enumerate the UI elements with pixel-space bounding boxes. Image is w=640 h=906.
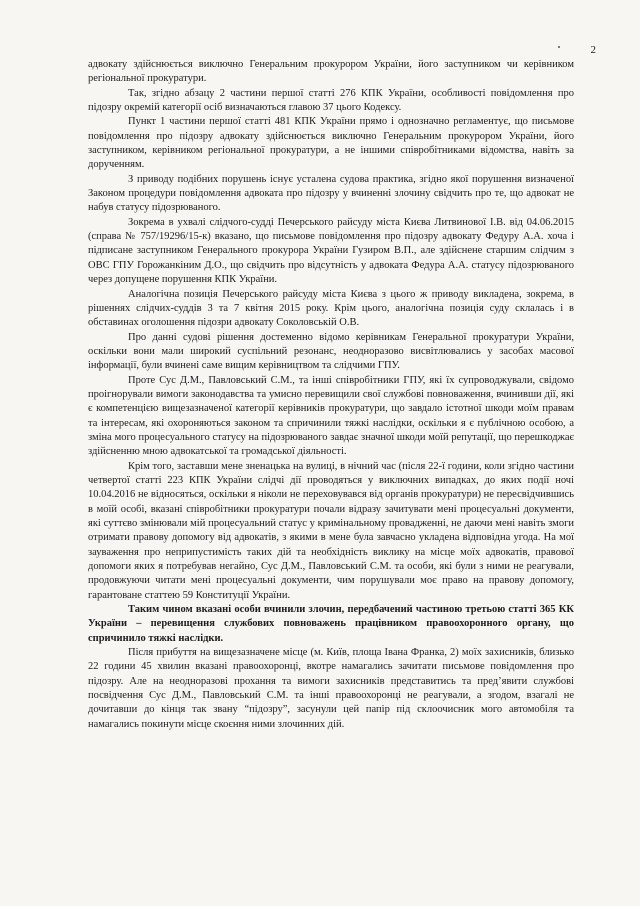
paragraph-10-conclusion: Таким чином вказані особи вчинили злочин, передбачений частиною третьою статті 365 КК України – перевищення службових повноважень працівником правоохоронного органу, що спричинило тяжкі наслідки.: [88, 604, 574, 644]
paragraph-2: Так, згідно абзацу 2 частини першої статті 276 КПК України, особливості повідомлення про підозру окремій категорії осіб визначаються главою 37 цього Кодексу.: [88, 87, 574, 114]
paragraph-8: Проте Сус Д.М., Павловський С.М., та інші співробітники ГПУ, які їх супроводжували, свідомо проігнорували вимоги законодавства та умисно перевищили свої службові повноваження, вчинивши дії, які є компетенцією вищезазначеної категорії керівників прокуратури, що завдало істотної шкоди моїм правам та інтересам, які охороняються законом та спричинили тяжкі наслідки, оскільки я є публічною особою, а зміна мого процесуального статусу на підозрюваного завдає значної шкоди моїй репутації, що перешкоджає здійсненню мною адвокатської та громадської діяльності.: [88, 374, 574, 458]
paragraph-5: Зокрема в ухвалі слідчого-судді Печерського райсуду міста Києва Литвинової І.В. від 04.06.2015 (справа № 757/19296/15-к) вказано, що письмове повідомлення про підозру адвокату Федуру А.А. хоча і підписане заступником Генерального прокурора України Гузиром В.П., але здійснене старшим слідчим з ОВС ГПУ Горожанкіним Д.О., що свідчить про відсутність у адвоката Федура А.А. статусу підозрюваного через допущене порушення КПК України.: [88, 216, 574, 286]
paragraph-7: Про данні судові рішення достеменно відомо керівникам Генеральної прокуратури України, оскільки вони мали широкий суспільний резонанс, неодноразово висвітлювались у засобах масової інформації, були вчинені саме вищим керівництвом та слідчими ГПУ.: [88, 331, 574, 372]
scan-speck: [558, 46, 560, 48]
paragraph-3: Пункт 1 частини першої статті 481 КПК України прямо і однозначно регламентує, що письмове повідомлення про підозру адвокату здійснюється виключно Генеральним прокурором України, його заступником, керівником регіональної прокуратури, а не іншими співробітниками відомства, навіть за дорученням.: [88, 116, 574, 171]
paragraph-4: З приводу подібних порушень існує усталена судова практика, згідно якої порушення визначеної Законом процедури повідомлення адвоката про підозру у вчиненні злочину свідчить про те, що адвокат не набув статусу підозрюваного.: [88, 173, 574, 214]
paragraph-11: Після прибуття на вищезазначене місце (м. Київ, площа Івана Франка, 2) моїх захисників, близько 22 години 45 хвилин вказані правоохоронці, вкотре намагались зачитати письмове повідомлення про підозру. Але на неодноразові прохання та вимоги захисників представитись та пред’явити службові посвідчення Сус Д.М., Павловський С.М. та інші правоохоронці не реагували, а згодом, взагалі не дочитавши до кінця так звану “підозру”, засунули цей папір під склоочисник мого автомобіля та намагались покинути місце скоєння ними злочинних дій.: [88, 647, 574, 730]
paragraph-1: адвокату здійснюється виключно Генеральним прокурором України, його заступником чи керівником регіональної прокуратури.: [88, 59, 574, 85]
page-number: 2: [590, 44, 596, 56]
paragraph-6: Аналогічна позиція Печерського райсуду міста Києва з цього ж приводу викладена, зокрема, в рішеннях слідчих-суддів 3 та 7 квітня 2015 року. Крім цього, аналогічна позиція суду склалась і в обставинах оголошення підозри адвокату Соколовській О.В.: [88, 288, 574, 329]
paragraph-9: Крім того, заставши мене зненацька на вулиці, в нічний час (після 22-ї години, коли згідно частини четвертої статті 223 КПК України слідчі дії проводяться у виключних випадках, до яких події ночі 10.04.2016 не відносяться, оскільки я ніколи не переховувався від органів прокуратури) не пересвідчившись в моїй особі, вказані співробітники прокуратури почали відразу зачитувати мені процесуальні документи, які суттєво змінювали мій процесуальний статус у кримінальному провадженні, не даючи мені навіть змоги отримати правову допомогу від адвокатів, з якими в мене була завчасно укладена відповідна угода. На мої зауваження про неприпустимість таких дій та необхідність виклику на місце моїх адвокатів, правової допомоги яких я потребував негайно, Сус Д.М., Павловський С.М. та особи, які були з ними не реагували, продовжуючи читати мені процесуальні документи, чим порушували моє право на правову допомогу, гарантоване статтею 59 Конституції України.: [88, 460, 574, 601]
